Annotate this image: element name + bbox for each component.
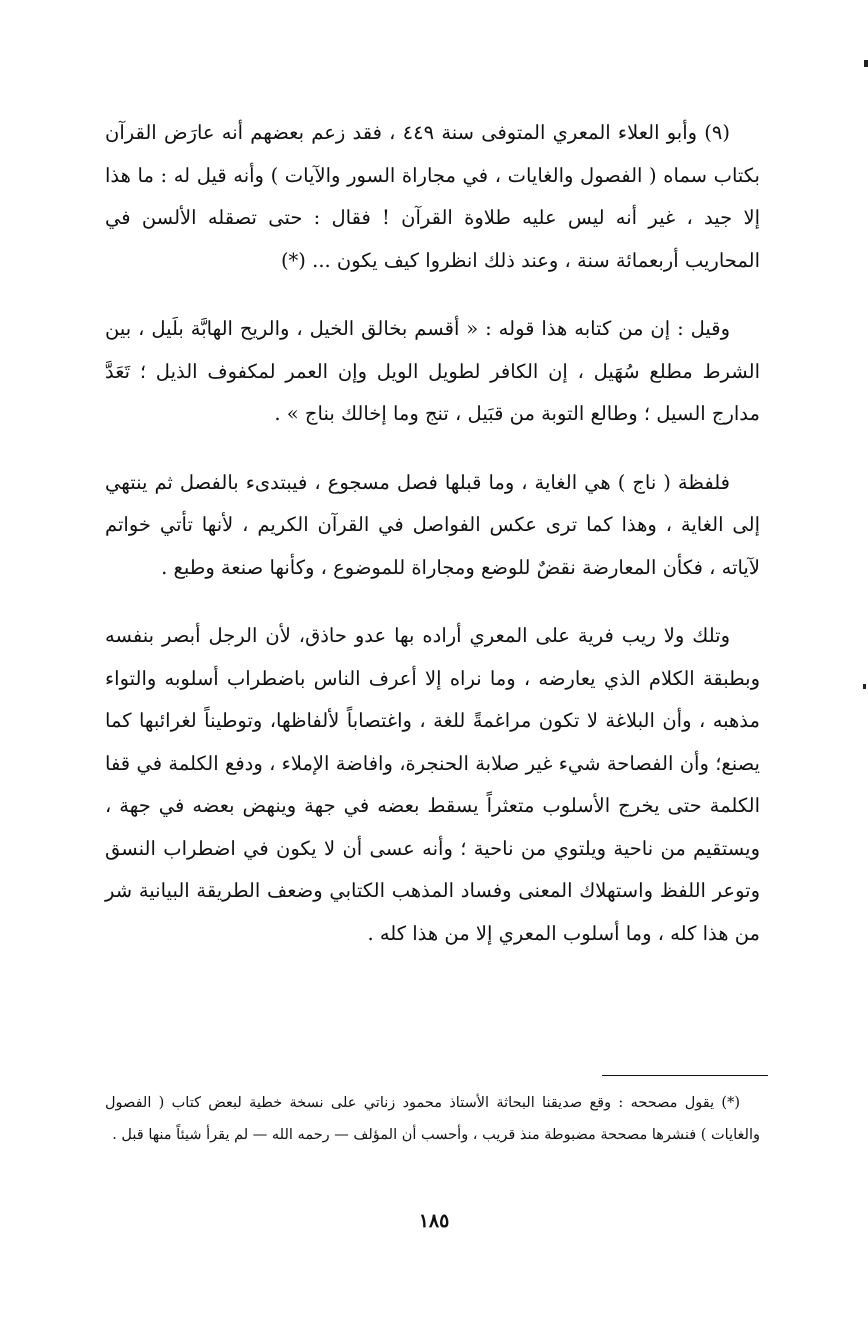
page-number: ١٨٥ — [418, 1210, 450, 1232]
footnotes-section — [105, 1088, 760, 1151]
paragraph-quoted-text: وقيل : إن من كتابه هذا قوله : « أقسم بخالق الخيل ، والريح الهابَّة بلَيل ، بين الشرط مطلع سُهَيل ، إن الكافر لطويل الويل وإن العمر لمكفوف الذيل ؛ تَعَدَّ مدارج السيل ؛ وطالع التوبة من قبَيل ، تنج وما إخالك بناج » . — [105, 317, 760, 425]
paragraph-word-naj: فلفظة ( ناج ) هي الغاية ، وما قبلها فصل مسجوع ، فيبتدىء بالفصل ثم ينتهي إلى الغاية ، وهذا كما ترى عكس الفواصل في القرآن الكريم ، لأنها تأتي خواتم لآياته ، فكأن المعارضة نقضٌ للوضع ومجاراة للموضوع ، وكأنها صنعة وطبع . — [105, 470, 760, 579]
scan-artifact-mark — [864, 60, 868, 67]
main-text-body — [105, 112, 760, 955]
paragraph-abu-alala: (٩) وأبو العلاء المعري المتوفى سنة ٤٤٩ ، فقد زعم بعضهم أنه عارَض القرآن بكتاب سماه ( الفصول والغايات ، في مجاراة السور والآيات ) وأنه قيل له : ما هذا إلا جيد ، غير أنه ليس عليه طلاوة القرآن ! فقال : حتى تصقله الألسن في المحاريب أربعمائة سنة ، وعند ذلك انظروا كيف يكون ... (*) — [105, 121, 760, 272]
scan-artifact-mark — [863, 684, 866, 689]
footnote-divider — [602, 1075, 768, 1076]
paragraph-refutation: وتلك ولا ريب فرية على المعري أراده بها عدو حاذق، لأن الرجل أبصر بنفسه وبطبقة الكلام الذي يعارضه ، وما نراه إلا أعرف الناس باضطراب أسلوبه والتواء مذهبه ، وأن البلاغة لا تكون مراغمةً للغة ، واغتصاباً لألفاظها، وتوطيناً لغرائبها كما يصنع؛ وأن الفصاحة شيء غير صلابة الحنجرة، وافاضة الإملاء ، ودفع الكلمة في قفا الكلمة حتى يخرج الأسلوب متعثراً يسقط بعضه في جهة وينهض بعضه في جهة ، ويستقيم من ناحية ويلتوي من ناحية ؛ وأنه عسى أن لا يكون في اضطراب النسق وتوعر اللفظ واستهلاك المعنى وفساد المذهب الكتابي وضعف الطريقة البيانية شر من هذا كله ، وما أسلوب المعري إلا من هذا كله . — [105, 624, 760, 945]
footnote-editor-note: (*) يقول مصححه : وقع صديقنا البحاثة الأستاذ محمود زناتي على نسخة خطية لبعض كتاب ( الفصول والغايات ) فنشرها مصححة مضبوطة منذ قريب ، وأحسب أن المؤلف — رحمه الله — لم يقرأ شيئاً منها قبل . — [105, 1095, 760, 1143]
